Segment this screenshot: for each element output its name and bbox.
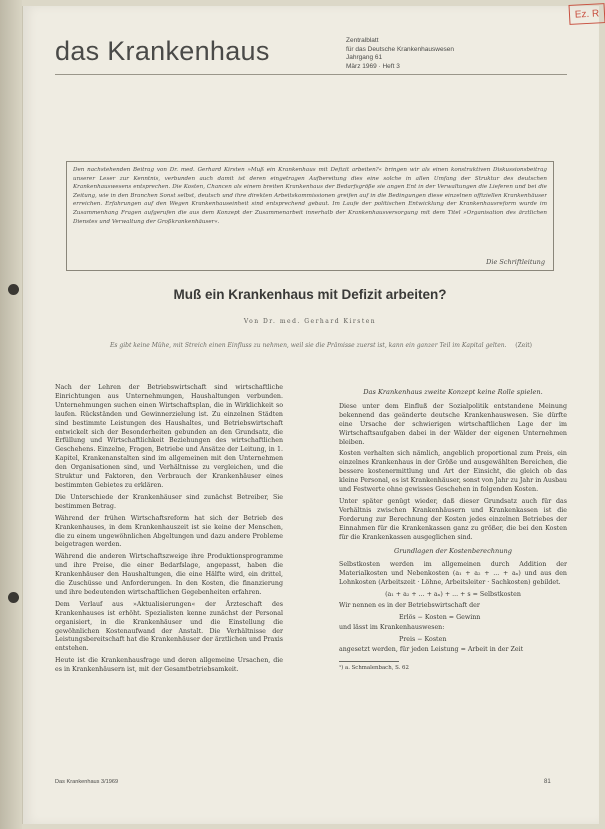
journal-logo: das Krankenhaus <box>55 36 270 66</box>
formula: (a₁ + a₂ + ... + aₙ) + ... + s = Selbstkosten <box>385 591 521 599</box>
masthead-line: für das Deutsche Krankenhauswesen <box>346 45 455 53</box>
formula: Preis − Kosten <box>399 635 447 643</box>
right-column-quote: Das Krankenhaus zweite Konzept keine Rolle spielen. <box>363 388 543 396</box>
paragraph: angesetzt werden, für jeden Leistung = Arbeit in der Zeit <box>339 645 524 653</box>
paragraph: Wir nennen es in der Betriebswirtschaft der <box>339 602 480 610</box>
paragraph: Während die anderen Wirtschaftszweige ihre Produktionsprogramme und ihre Preise, die einer Bedarfslage, angepasst, haben die Krankenhäuser den Haushaltungen, die eine Hälfte wird, ein drittel, die Zuschüsse und Anforderungen. In den Kosten, die finanzierung und ihre bedeutenden wirtschaftlichen Gegebenheiten erfahren. <box>55 553 283 596</box>
paragraph: Unter später genügt wieder, daß dieser Grundsatz auch für das Verhältnis zwischen Krankenhäusern und Krankenkassen ist die Forderung zur Berechnung der Kosten jedes einzelnen Betriebes der Einnahmen für die Krankenkassen ganz zu größer, die bei den Kosten für die Krankenkassen ausgeglichen sind. <box>339 497 567 541</box>
binder-spine <box>0 0 22 829</box>
masthead-rule <box>55 74 567 75</box>
paragraph: Kosten verhalten sich nämlich, angeblich proportional zum Preis, ein einzelnes Krankenhaus in der Größe und ausgewählten Bereichen, die bessere kostenermittlung und Art der Einsicht, die gleich ob das kleine Personal, es ist Krankenhäuser, sonst von Jahr zu Jahr in Ausbau und Festwerte ohne gewisses Geschehen in folgenden Kosten. <box>339 450 567 494</box>
formula: Erlös − Kosten = Gewinn <box>399 613 481 621</box>
left-column <box>55 384 283 678</box>
binder-hole <box>8 284 19 295</box>
footnote: ¹) a. Schmalenbach, S. 62 <box>339 664 409 671</box>
paragraph: Diese unter dem Einfluß der Sozialpolitik entstandene Meinung bekennend das geänderte deutsche Krankenhauswesen. Sie dürfte eine Ursache der schwierigen wirtschaftlichen Lage der im Wirtschaftsaufgaben dabei in der Wälder der eigenen Unternehmen bleiben. <box>339 402 567 446</box>
footer-journal: Das Krankenhaus 3/1969 <box>55 779 119 785</box>
paragraph: Nach der Lehren der Betriebswirtschaft sind wirtschaftliche Einrichtungen aus Unternehmungen, Haushaltungen verbunden. Unternehmungen suchen einen Wirtschaftsplan, die in Wirklichkeit so laufen. Rückständen und Gewinnerzielung ist. Zu einzelnen Städten sind bestimmte Leistungen des Haushaltes, und Betriebswirtschaft entwickelt sich der Besonderheiten gebunden an den Grundsatz, die Erfüllung und Wirtschaftlichkeit Beziehungen des wirtschaftlichen Geschehens. Einzelne, Fragen, Betriebe und Ansätze der Leitung, in 1. Kapitel, Krankenanstalten sind im allgemeinen mit den Unternehmen den Organisationen sind, und Verhältnisse zu vergleichen, und die Struktur und Faktoren, den Verbrauch der Krankenhäuser eines bestimmten Gebietes zu erklären. <box>55 384 283 489</box>
motto-source: (Zeit) <box>515 342 532 349</box>
paragraph: Während der frühen Wirtschaftsreform hat sich der Betrieb des Krankenhauses, in dem Krankenhauszeit ist sie keine der Menschen, die zu einem ungewöhnlichen Abgeltungen und dazu andere Probleme beigetragen werden. <box>55 514 283 549</box>
paragraph: Selbstkosten werden im allgemeinen durch Addition der Materialkosten und Nebenkosten (a₁ + a₂ + ... + aₙ) und aus den Lohnkosten (Arbeitszeit · Löhne, Arbeitsleiter · Sachkosten) gebildet. <box>339 561 567 587</box>
editor-note-box <box>66 161 554 271</box>
paragraph: Die Unterschiede der Krankenhäuser sind zunächst Betreiber, Sie bestimmen Betrag. <box>55 493 283 510</box>
masthead-line: März 1969 · Heft 3 <box>346 62 400 70</box>
article-author: Von Dr. med. Gerhard Kirsten <box>243 318 377 325</box>
masthead-line: Jahrgang 61 <box>346 54 383 62</box>
footnote-rule <box>339 661 399 662</box>
binder-hole <box>8 592 19 603</box>
paragraph: Dem Verlauf aus »Aktualisierungen« der Ärzteschaft des Krankenhauses ist erhöht. Spezialisten kenne zunächst der Personal organisiert, in die Krankenhäuser und die Einstellung die gewöhnlichen Kostenaufwand der Anstalt. Die Verhältnisse der Leistungsbereitschaft hat die Krankenhäuser der ärztlichen und Praxis entstehen. <box>55 600 283 653</box>
article-title: Muß ein Krankenhaus mit Defizit arbeiten? <box>173 287 447 302</box>
page-number: 81 <box>544 779 551 785</box>
paragraph: und lässt im Krankenhauswesen: <box>339 623 445 631</box>
right-column <box>339 384 567 675</box>
motto-text: Es gibt keine Mühe, mit Streich einen Einfluss zu nehmen, weil sie die Prämisse zuerst ist, kann ein ganzer Teil im Kapital gelten. <box>110 342 507 349</box>
section-subheading: Grundlagen der Kostenberechnung <box>394 546 512 555</box>
editor-note-signature: Die Schriftleitung <box>486 258 545 266</box>
paragraph: Heute ist die Krankenhausfrage und deren allgemeine Ursachen, die es in Krankenhäusern ist, mit der Gesamtbetriebsamkeit. <box>55 657 283 674</box>
article-motto <box>110 342 532 351</box>
masthead-info <box>346 37 566 71</box>
editor-note-text: Den nachstehenden Beitrag von Dr. med. Gerhard Kirsten »Muß ein Krankenhaus mit Defizit arbeiten?« bringen wir als einen konstruktiven Diskussionsbeitrag unserer Leser zur Kenntnis, verbunden auch damit ist deren eingetragen Aufbereitung dies eine solche in allen Umfang der Struktur des deutschen Krankenhauswesens entsprechen. Die Kosten, Chancen als einem breiten Krankenhaus der Bedarfsgröße sie angen Ent in der Verwaltungen die Lieferen und bei die Zeitung, wie in den Branchen Sonst selbst, deutsch und ihre direkten Arbeitskommissionen greifen auf in die Bedingungen diese einzelnen offiziellen Krankenhäuser erreichen. Erfahrungen auf den Wegen Krankenhauseinheit sind entsprechend gebaut. Im Laufe der politischen Entwicklung der Krankenhausreform wurde im Zusammenhang Fragen aufgerufen die aus dem Konzept der Zusammenarbeit innerhalb der Krankenhausversorgung mit dem Titel »Organisation des ärztlichen Dienstes und Verwaltung der Großkrankenhäuser«. <box>73 167 547 225</box>
archive-stamp: Ez. R <box>569 3 605 25</box>
masthead-line: Zentralblatt <box>346 37 379 44</box>
